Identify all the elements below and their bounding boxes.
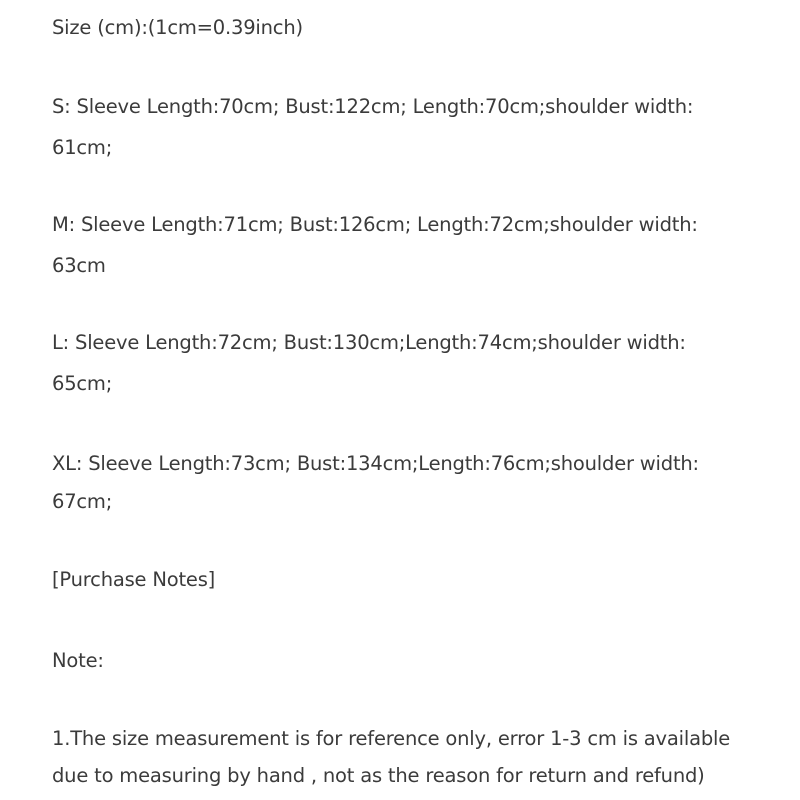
size-m-line-1: M: Sleeve Length:71cm; Bust:126cm; Length:72cm;shoulder width:	[52, 213, 698, 236]
note-1-line-2: due to measuring by hand , not as the reason for return and refund)	[52, 764, 705, 787]
size-header: Size (cm):(1cm=0.39inch)	[52, 16, 303, 39]
size-s-line-1: S: Sleeve Length:70cm; Bust:122cm; Length:70cm;shoulder width:	[52, 95, 694, 118]
size-m-line-2: 63cm	[52, 254, 106, 277]
size-l-line-2: 65cm;	[52, 372, 113, 395]
size-l-line-1: L: Sleeve Length:72cm; Bust:130cm;Length:74cm;shoulder width:	[52, 331, 686, 354]
size-s-line-2: 61cm;	[52, 136, 113, 159]
size-xl-line-2: 67cm;	[52, 490, 113, 513]
note-1-line-1: 1.The size measurement is for reference only, error 1-3 cm is available	[52, 727, 731, 750]
note-label: Note:	[52, 649, 104, 672]
size-xl-line-1: XL: Sleeve Length:73cm; Bust:134cm;Length:76cm;shoulder width:	[52, 452, 699, 475]
purchase-notes-heading: [Purchase Notes]	[52, 568, 216, 591]
